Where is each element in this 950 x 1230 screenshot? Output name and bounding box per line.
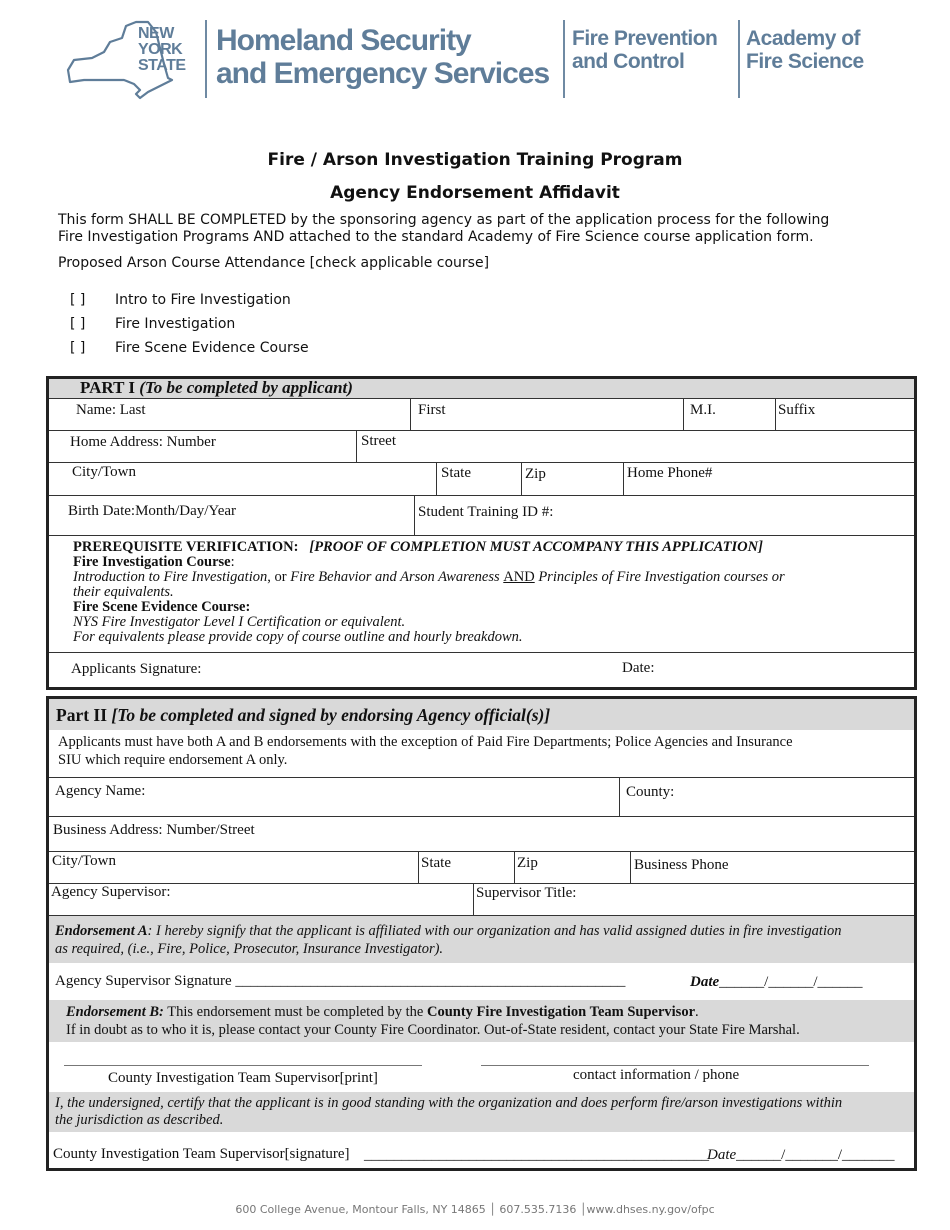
rule bbox=[356, 430, 357, 462]
rule bbox=[436, 462, 437, 495]
intro-text: This form SHALL BE COMPLETED by the sponsoring agency as part of the application process for the following Fire Investigation Programs AND attached to the standard Academy of Fire Science course application form. bbox=[58, 212, 830, 245]
agency-line2: and Emergency Services bbox=[216, 57, 550, 90]
fic-colon: : bbox=[230, 554, 235, 570]
contact-line[interactable] bbox=[481, 1065, 869, 1066]
part2-heading-label: Part II bbox=[56, 705, 108, 725]
county-field[interactable]: County: bbox=[626, 784, 675, 800]
state-logo-line2: YORK bbox=[138, 41, 183, 58]
endorsement-a-text bbox=[55, 923, 841, 940]
rule bbox=[418, 851, 419, 883]
course-label: Intro to Fire Investigation bbox=[115, 292, 291, 308]
part2-note-line1: Applicants must have both A and B endorsements with the exception of Paid Fire Departments; Police Agencies and Insurance bbox=[58, 734, 793, 750]
mi-field[interactable]: M.I. bbox=[690, 402, 716, 418]
print-name-label: County Investigation Team Supervisor[print] bbox=[108, 1070, 378, 1086]
fsec-text2: For equivalents please provide copy of course outline and hourly breakdown. bbox=[73, 629, 523, 645]
prereq-note: [PROOF OF COMPLETION MUST ACCOMPANY THIS APPLICATION] bbox=[309, 539, 763, 555]
city-field[interactable]: City/Town bbox=[72, 464, 136, 480]
endorsement-b-text bbox=[66, 1004, 699, 1021]
part1-heading bbox=[80, 378, 353, 398]
business-zip-field[interactable]: Zip bbox=[517, 855, 538, 871]
first-name-field[interactable]: First bbox=[418, 402, 446, 418]
endorsement-a-label: Endorsement A bbox=[55, 923, 148, 939]
birth-date-field[interactable]: Birth Date:Month/Day/Year bbox=[68, 503, 237, 519]
supervisor-date-blank: ______/______/______ bbox=[719, 974, 863, 990]
rule bbox=[630, 851, 631, 883]
fire-prevention-logo-text bbox=[572, 27, 717, 73]
part1-heading-label: PART I bbox=[80, 378, 135, 397]
page-subtitle: Agency Endorsement Affidavit bbox=[330, 183, 620, 203]
afs-line2: Fire Science bbox=[746, 50, 864, 73]
afs-line1: Academy of bbox=[746, 27, 861, 50]
prereq-label: PREREQUISITE VERIFICATION bbox=[73, 539, 294, 555]
rule bbox=[49, 652, 914, 653]
name-last-field[interactable]: Name: Last bbox=[76, 402, 146, 418]
fic-text-a: Introduction to Fire Investigation bbox=[73, 569, 268, 585]
part2-note-line2: SIU which require endorsement A only. bbox=[58, 752, 288, 768]
state-field[interactable]: State bbox=[441, 465, 471, 481]
rule bbox=[683, 398, 684, 430]
part1-heading-note: (To be completed by applicant) bbox=[139, 378, 353, 397]
course-checkbox[interactable]: [ ] bbox=[70, 292, 86, 308]
prereq-heading bbox=[73, 540, 903, 555]
fsec-text1: NYS Fire Investigator Level I Certification or equivalent. bbox=[73, 614, 406, 630]
applicant-signature-field[interactable]: Applicants Signature: bbox=[71, 661, 202, 677]
fic-text-d: Principles of Fire Investigation courses or bbox=[534, 569, 785, 585]
rule bbox=[521, 462, 522, 495]
state-logo-line3: STATE bbox=[138, 57, 186, 74]
course-checkbox[interactable]: [ ] bbox=[70, 340, 86, 356]
course-label: Fire Investigation bbox=[115, 316, 236, 332]
zip-field[interactable]: Zip bbox=[525, 466, 546, 482]
endorsement-a-line1: : I hereby signify that the applicant is affiliated with our organization and has valid assigned duties in fire investigation bbox=[147, 923, 842, 939]
rule bbox=[49, 883, 914, 884]
rule bbox=[49, 495, 914, 496]
home-phone-field[interactable]: Home Phone# bbox=[627, 465, 713, 481]
fic-heading bbox=[73, 555, 903, 570]
part2-heading-note: [To be completed and signed by endorsing Agency official(s)] bbox=[111, 705, 551, 725]
team-supervisor-date-label: Date bbox=[707, 1147, 737, 1163]
fic-text-and: AND bbox=[503, 569, 535, 585]
prereq-colon: : bbox=[293, 539, 306, 555]
agency-logo-text bbox=[216, 24, 549, 90]
rule bbox=[49, 535, 914, 536]
team-supervisor-date-blank: ______/_______/_______ bbox=[736, 1147, 895, 1163]
footer-address: 600 College Avenue, Montour Falls, NY 14865 │ 607.535.7136 │www.dhses.ny.gov/ofpc bbox=[235, 1203, 715, 1216]
print-name-line[interactable] bbox=[64, 1065, 422, 1066]
team-supervisor-date-field[interactable] bbox=[707, 1147, 895, 1164]
logo-divider bbox=[738, 20, 740, 98]
course-label: Fire Scene Evidence Course bbox=[115, 340, 309, 356]
rule bbox=[49, 462, 914, 463]
endorsement-b-label: Endorsement B: bbox=[66, 1004, 164, 1020]
business-state-field[interactable]: State bbox=[421, 855, 451, 871]
rule bbox=[49, 398, 914, 399]
rule bbox=[49, 430, 914, 431]
rule bbox=[775, 398, 776, 430]
part2-heading bbox=[56, 705, 550, 726]
fic-label: Fire Investigation Course bbox=[73, 554, 231, 570]
academy-logo-text bbox=[746, 27, 864, 73]
logo-divider bbox=[205, 20, 207, 98]
home-address-field[interactable]: Home Address: Number bbox=[70, 434, 216, 450]
state-logo-line1: NEW bbox=[138, 25, 174, 42]
fic-text-e: their equivalents. bbox=[73, 584, 174, 600]
supervisor-date-field[interactable] bbox=[690, 974, 863, 991]
supervisor-date-label: Date bbox=[690, 974, 720, 990]
contact-label: contact information / phone bbox=[573, 1067, 740, 1083]
endorsement-a-line2: as required, (i.e., Fire, Police, Prosecutor, Insurance Investigator). bbox=[55, 941, 444, 957]
agency-name-field[interactable]: Agency Name: bbox=[55, 783, 146, 799]
agency-supervisor-field[interactable]: Agency Supervisor: bbox=[51, 884, 171, 900]
rule bbox=[619, 777, 620, 816]
rule bbox=[473, 883, 474, 915]
page-title: Fire / Arson Investigation Training Program bbox=[267, 150, 683, 170]
fpc-line1: Fire Prevention bbox=[572, 27, 718, 50]
rule bbox=[514, 851, 515, 883]
course-prompt: Proposed Arson Course Attendance [check applicable course] bbox=[58, 255, 490, 271]
prerequisite-block bbox=[73, 540, 903, 645]
suffix-field[interactable]: Suffix bbox=[778, 402, 816, 418]
rule bbox=[49, 816, 914, 817]
fic-text bbox=[73, 570, 903, 585]
course-checkbox[interactable]: [ ] bbox=[70, 316, 86, 332]
agency-line1: Homeland Security bbox=[216, 24, 471, 57]
fpc-line2: and Control bbox=[572, 50, 685, 73]
endorsement-b-bold: County Fire Investigation Team Supervisor bbox=[427, 1004, 696, 1020]
supervisor-signature-field[interactable]: Agency Supervisor Signature ____________________________________________________ bbox=[55, 973, 626, 989]
endorsement-b-line2: If in doubt as to who it is, please contact your County Fire Coordinator. Out-of-State resident, contact your State Fire Marshal. bbox=[66, 1022, 800, 1038]
fsec-label: Fire Scene Evidence Course: bbox=[73, 599, 251, 615]
fic-text-c: Fire Behavior and Arson Awareness bbox=[290, 569, 504, 585]
logo-divider bbox=[563, 20, 565, 98]
endorsement-b-body: This endorsement must be completed by the bbox=[163, 1004, 427, 1020]
business-phone-field[interactable]: Business Phone bbox=[634, 857, 729, 873]
supervisor-title-field[interactable]: Supervisor Title: bbox=[476, 885, 577, 901]
rule bbox=[414, 495, 415, 535]
rule bbox=[49, 777, 914, 778]
rule bbox=[49, 851, 914, 852]
applicant-date-field[interactable]: Date: bbox=[622, 660, 655, 676]
state-logo-text bbox=[138, 26, 186, 74]
certify-line1: I, the undersigned, certify that the applicant is in good standing with the organization and does perform fire/arson investigations within bbox=[55, 1095, 843, 1111]
student-id-field[interactable]: Student Training ID #: bbox=[418, 504, 554, 520]
team-supervisor-signature-label: County Investigation Team Supervisor[signature] bbox=[53, 1146, 350, 1162]
rule bbox=[410, 398, 411, 430]
fic-text-b: , or bbox=[267, 569, 291, 585]
business-address-field[interactable]: Business Address: Number/Street bbox=[53, 822, 255, 838]
team-supervisor-signature-field[interactable]: ______________________________________________ bbox=[364, 1147, 709, 1163]
business-city-field[interactable]: City/Town bbox=[52, 853, 116, 869]
rule bbox=[623, 462, 624, 495]
certify-line2: the jurisdiction as described. bbox=[55, 1112, 224, 1128]
endorsement-b-end: . bbox=[695, 1004, 699, 1020]
street-field[interactable]: Street bbox=[361, 433, 396, 449]
